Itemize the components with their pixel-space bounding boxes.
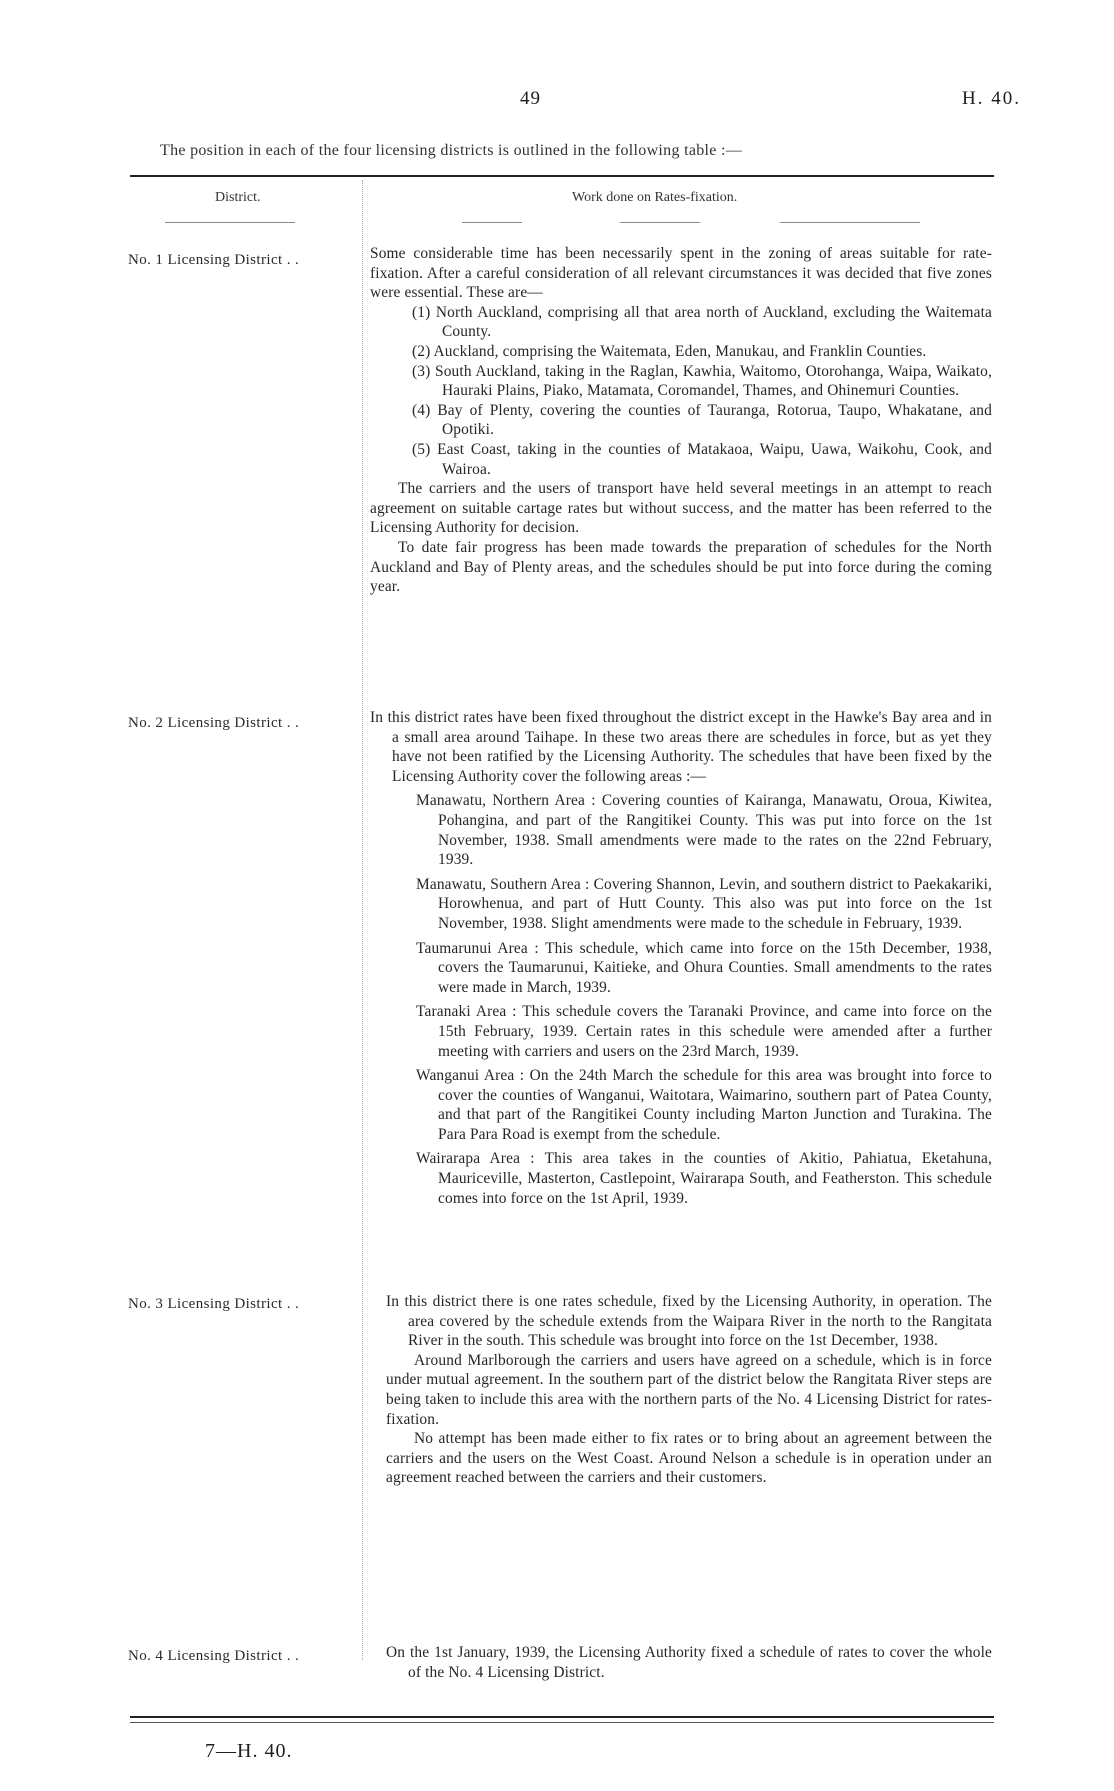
column-divider	[362, 180, 363, 1660]
area-item: Manawatu, Southern Area : Covering Shannon, Levin, and southern district to Paekakariki, Horowhenua, and part of Hutt County. This also was put into force on the 1st November, 1938. Slight amendments were made to the schedule in February, 1939.	[416, 875, 992, 932]
zone-item: (3) South Auckland, taking in the Raglan, Kawhia, Waitomo, Otorohanga, Waipa, Waikato, Hauraki Plains, Piako, Matamata, Coromandel, Thames, and Ohinemuri Counties.	[412, 362, 992, 400]
intro-text: The position in each of the four licensing districts is outlined in the following table :—	[160, 142, 743, 159]
district-1-para-3: To date fair progress has been made towards the preparation of schedules for the North Auckland and Bay of Plenty areas, and the schedules should be put into force during the coming year.	[370, 538, 992, 596]
area-item: Taumarunui Area : This schedule, which came into force on the 15th December, 1938, covers the Taumarunui, Kaitieke, and Ohura Counties. Small amendments to the rates were made in March, 1939.	[416, 939, 992, 996]
district-1-intro: Some considerable time has been necessarily spent in the zoning of areas suitable for rate-fixation. After a careful consideration of all relevant circumstances it was decided that five zones were essential. These are—	[370, 245, 992, 302]
district-label-2: No. 2 Licensing District . .	[128, 715, 300, 731]
column-header-district: District.	[215, 190, 261, 205]
report-code: H. 40.	[962, 88, 1021, 109]
district-3-para-3: No attempt has been made either to fix rates or to bring about an agreement between the carriers and the users on the West Coast. Around Nelson a schedule is in operation under an agreement reached between the carriers and their customers.	[386, 1430, 992, 1487]
district-label-3: No. 3 Licensing District . .	[128, 1296, 300, 1312]
page-number: 49	[520, 88, 541, 109]
header-divider	[462, 222, 522, 223]
top-rule	[130, 175, 994, 177]
column-header-work: Work done on Rates-fixation.	[572, 190, 738, 205]
district-label-4: No. 4 Licensing District . .	[128, 1648, 300, 1664]
district-work-2	[370, 708, 992, 1208]
zone-item: (1) North Auckland, comprising all that area north of Auckland, excluding the Waitemata County.	[412, 303, 992, 341]
district-work-1	[370, 244, 992, 597]
header-divider	[165, 222, 295, 223]
zone-item: (2) Auckland, comprising the Waitemata, Eden, Manukau, and Franklin Counties.	[412, 342, 927, 360]
district-1-para-2: The carriers and the users of transport have held several meetings in an attempt to reach agreement on suitable cartage rates but without success, and the matter has been referred to the Licensing Authority for decision.	[370, 480, 992, 537]
district-4-intro: On the 1st January, 1939, the Licensing Authority fixed a schedule of rates to cover the whole of the No. 4 Licensing District.	[386, 1644, 992, 1681]
footer-signature: 7—H. 40.	[205, 1740, 293, 1762]
area-item: Manawatu, Northern Area : Covering counties of Kairanga, Manawatu, Oroua, Kiwitea, Pohangina, and part of the Rangitikei County. This was put into force on the 1st November, 1938. Small amendments were made to the rates on the 22nd February, 1939.	[416, 792, 992, 869]
district-work-3	[386, 1292, 992, 1488]
area-item: Wairarapa Area : This area takes in the counties of Akitio, Pahiatua, Eketahuna, Mauriceville, Masterton, Castlepoint, Wairarapa South, and Featherston. This schedule comes into force on the 1st April, 1939.	[416, 1150, 992, 1207]
zone-item: (5) East Coast, taking in the counties of Matakaoa, Waipu, Uawa, Waikohu, Cook, and Wairoa.	[412, 440, 992, 478]
bottom-rule	[130, 1716, 994, 1718]
district-work-4	[386, 1643, 992, 1682]
bottom-rule-thin	[130, 1722, 994, 1723]
header-divider	[620, 222, 700, 223]
area-item: Wanganui Area : On the 24th March the schedule for this area was brought into force to cover the counties of Wanganui, Waitotara, Waimarino, southern part of Patea County, and that part of the Rangitikei County including Marton Junction and Turakina. The Para Para Road is exempt from the schedule.	[416, 1067, 992, 1143]
area-item: Taranaki Area : This schedule covers the Taranaki Province, and came into force on the 15th February, 1939. Certain rates in this schedule were amended after a further meeting with carriers and users on the 23rd March, 1939.	[416, 1003, 992, 1060]
district-3-intro: In this district there is one rates schedule, fixed by the Licensing Authority, in operation. The area covered by the schedule extends from the Waipara River in the north to the Rangitata River in the south. This schedule was brought into force on the 1st December, 1938.	[386, 1293, 992, 1350]
district-2-intro: In this district rates have been fixed throughout the district except in the Hawke's Bay area and in a small area around Taihape. In these two areas there are schedules in force, but as yet they have not been ratified by the Licensing Authority. The schedules that have been fixed by the Licensing Authority cover the following areas :—	[370, 709, 992, 785]
district-label-1: No. 1 Licensing District . .	[128, 252, 300, 268]
district-3-para-2: Around Marlborough the carriers and users have agreed on a schedule, which is in force under mutual agreement. In the southern part of the district below the Rangitata River steps are being taken to include this area with the northern parts of the No. 4 Licensing District for rates-fixation.	[386, 1351, 992, 1428]
header-divider	[780, 222, 920, 223]
zone-item: (4) Bay of Plenty, covering the counties of Tauranga, Rotorua, Taupo, Whakatane, and Opotiki.	[412, 401, 992, 439]
